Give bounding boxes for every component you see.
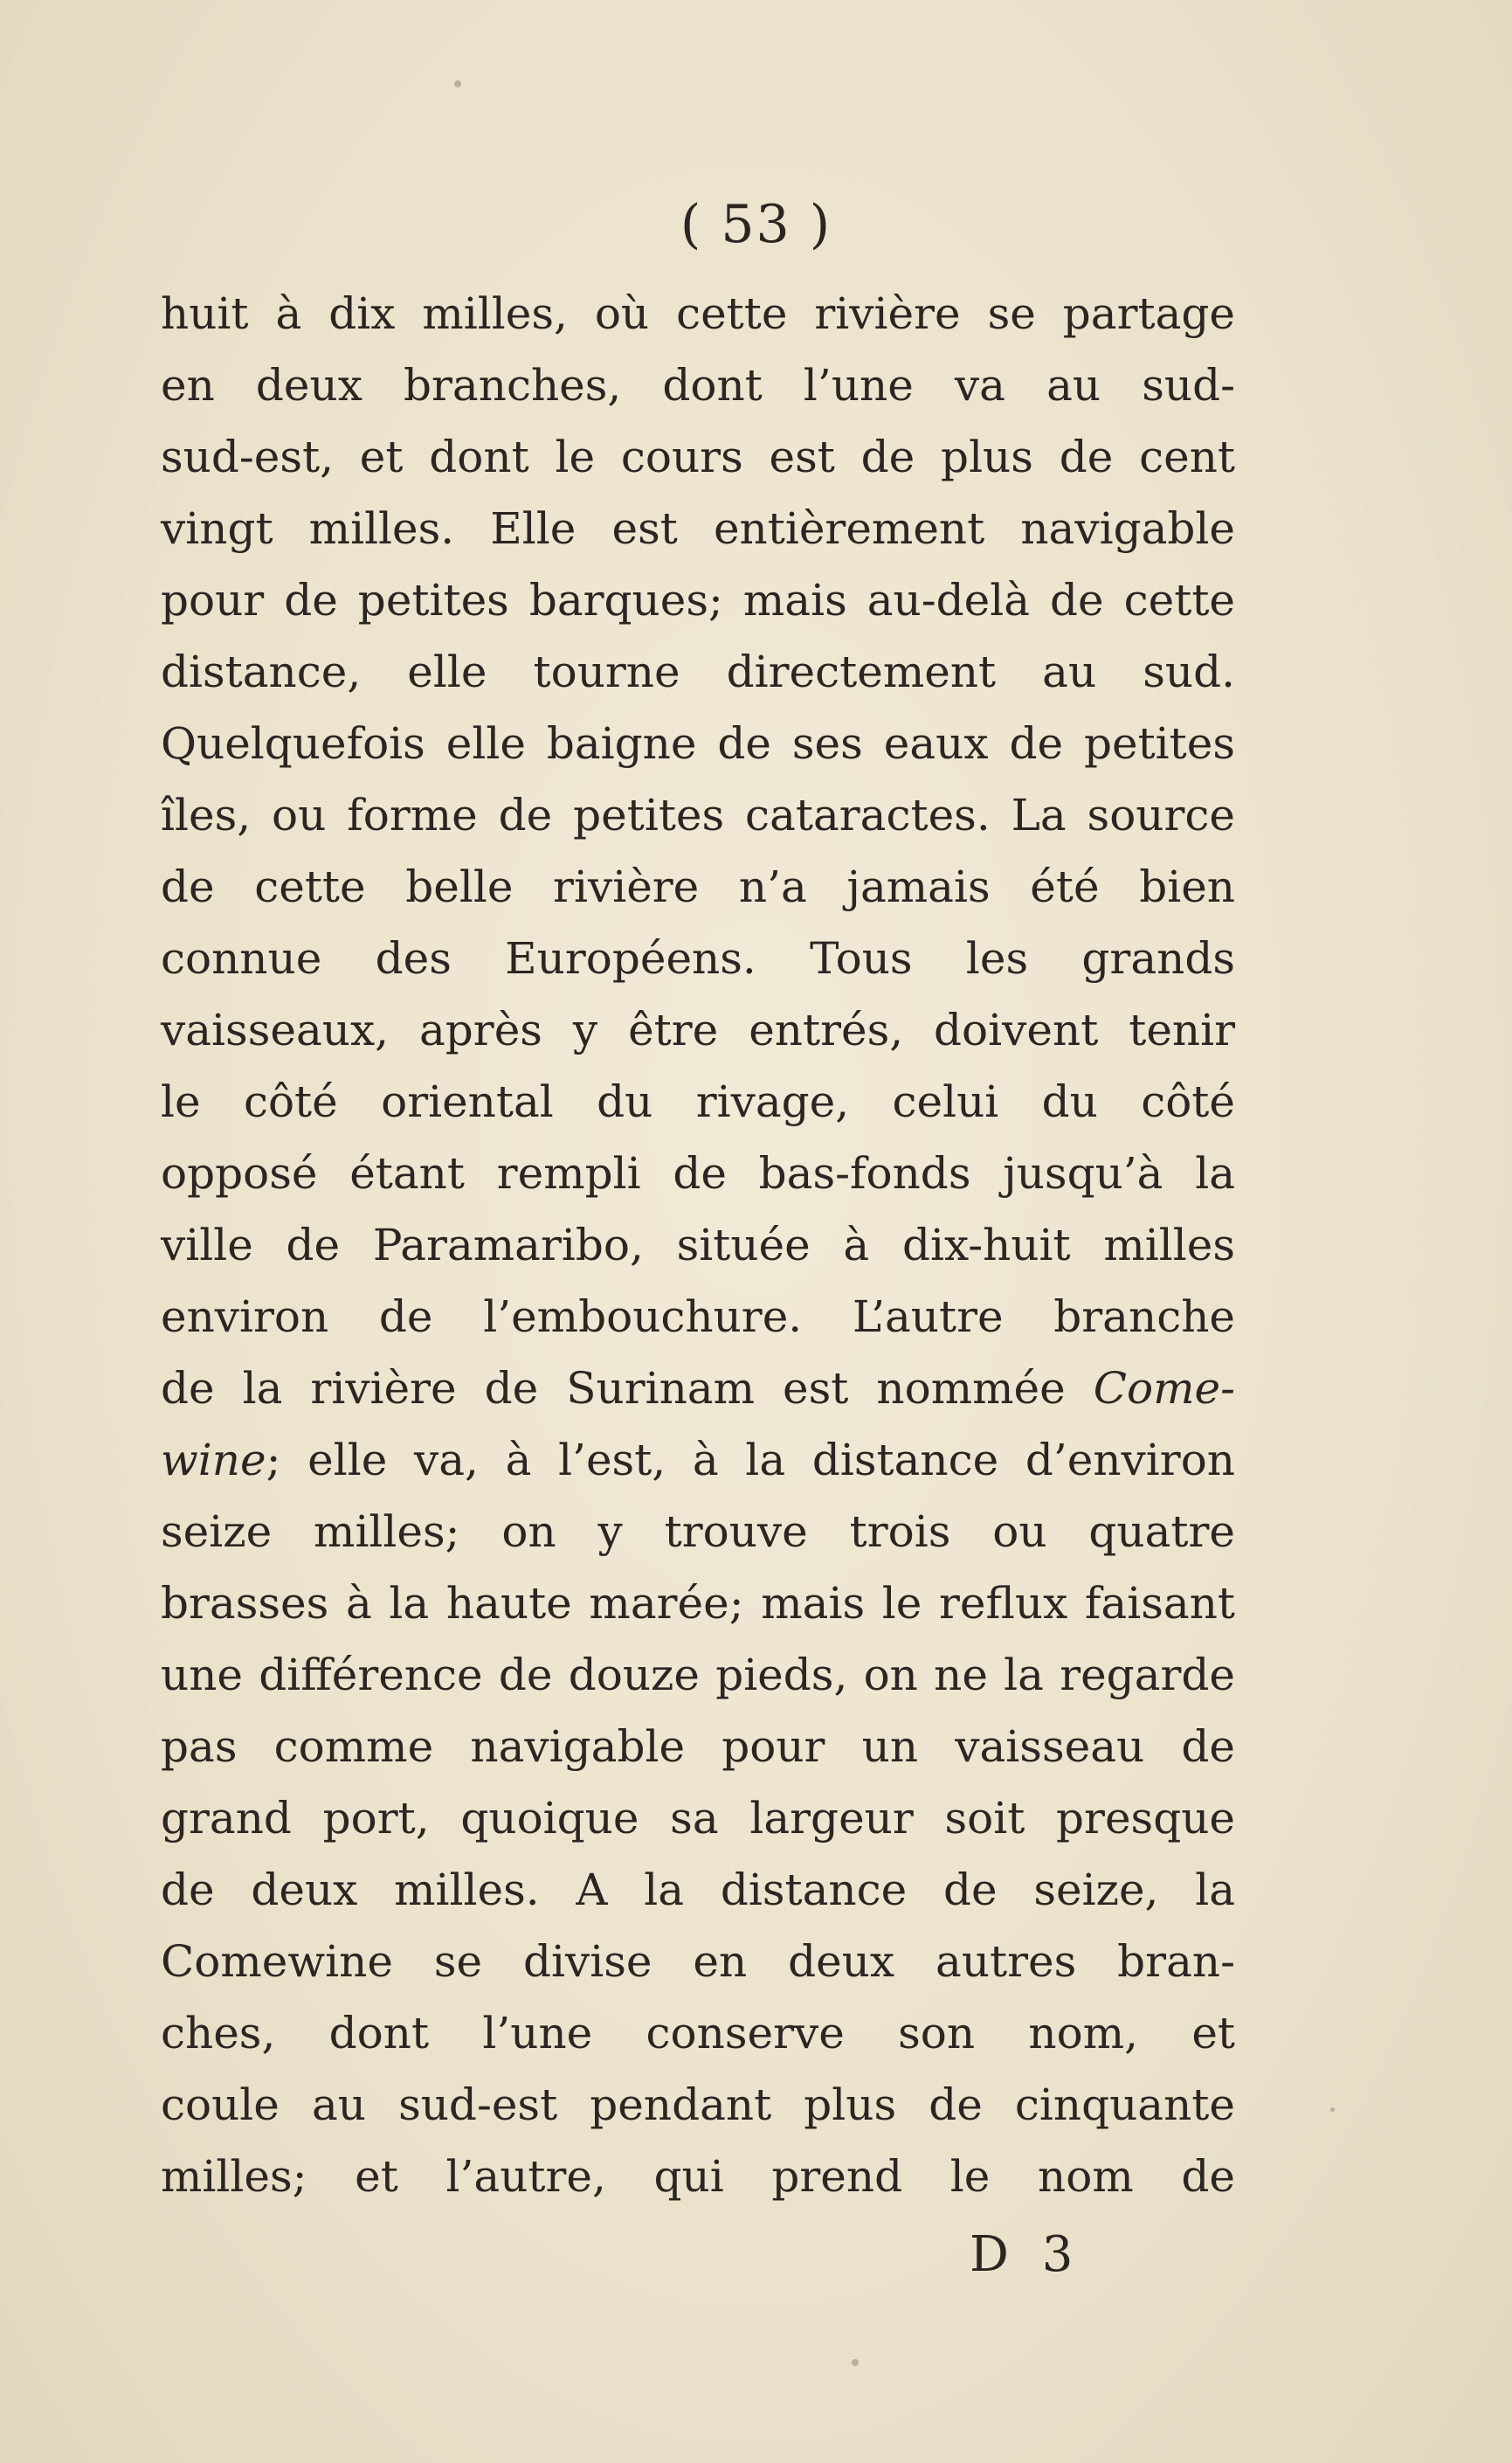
text-line: grand port, quoique sa largeur soit presque bbox=[161, 1793, 1235, 1844]
text-line: distance, elle tourne directement au sud. bbox=[161, 647, 1235, 697]
paper-speck bbox=[852, 2359, 859, 2366]
text-line: huit à dix milles, où cette rivière se partage bbox=[161, 288, 1235, 339]
body-text bbox=[161, 278, 1235, 2212]
italic-place-name: Come- bbox=[1093, 1363, 1235, 1414]
text-line: coule au sud-est pendant plus de cinquante bbox=[161, 2079, 1235, 2130]
text-line: de cette belle rivière n’a jamais été bien bbox=[161, 861, 1235, 912]
text-line: sud-est, et dont le cours est de plus de cent bbox=[161, 432, 1235, 482]
text-line: vingt milles. Elle est entièrement navigable bbox=[161, 503, 1235, 554]
text-line: seize milles; on y trouve trois ou quatre bbox=[161, 1506, 1235, 1557]
text-line: vaisseaux, après y être entrés, doivent tenir bbox=[161, 1005, 1235, 1055]
paper-speck bbox=[454, 80, 461, 87]
text-line: opposé étant rempli de bas-fonds jusqu’à la bbox=[161, 1148, 1235, 1199]
text-line: pas comme navigable pour un vaisseau de bbox=[161, 1721, 1235, 1772]
page-number: ( 53 ) bbox=[680, 194, 832, 255]
text-line: ville de Paramaribo, située à dix-huit milles bbox=[161, 1220, 1235, 1270]
text-segment: de la rivière de Surinam est nommée bbox=[161, 1363, 1066, 1414]
italic-place-name: wine bbox=[161, 1435, 266, 1485]
text-line: connue des Européens. Tous les grands bbox=[161, 933, 1235, 984]
text-line: milles; et l’autre, qui prend le nom de bbox=[161, 2151, 1235, 2202]
text-line: îles, ou forme de petites cataractes. La source bbox=[161, 790, 1235, 841]
paper-speck bbox=[1330, 2107, 1335, 2112]
text-line: ches, dont l’une conserve son nom, et bbox=[161, 2008, 1235, 2058]
text-line: pour de petites barques; mais au-delà de cette bbox=[161, 575, 1235, 626]
text-line: une différence de douze pieds, on ne la regarde bbox=[161, 1650, 1235, 1700]
text-line: environ de l’embouchure. L’autre branche bbox=[161, 1291, 1235, 1342]
text-line-with-italic bbox=[161, 1353, 1235, 1424]
text-line: Quelquefois elle baigne de ses eaux de petites bbox=[161, 718, 1235, 769]
text-line: de deux milles. A la distance de seize, la bbox=[161, 1865, 1235, 1915]
text-line-with-italic bbox=[161, 1424, 1235, 1496]
signature-mark: D 3 bbox=[970, 2226, 1082, 2283]
text-line: le côté oriental du rivage, celui du côté bbox=[161, 1076, 1235, 1127]
text-line: Comewine se divise en deux autres bran- bbox=[161, 1936, 1235, 1987]
text-line: en deux branches, dont l’une va au sud- bbox=[161, 360, 1235, 411]
text-segment: ; elle va, à l’est, à la distance d’environ bbox=[266, 1435, 1235, 1485]
text-line: brasses à la haute marée; mais le reflux faisant bbox=[161, 1578, 1235, 1629]
